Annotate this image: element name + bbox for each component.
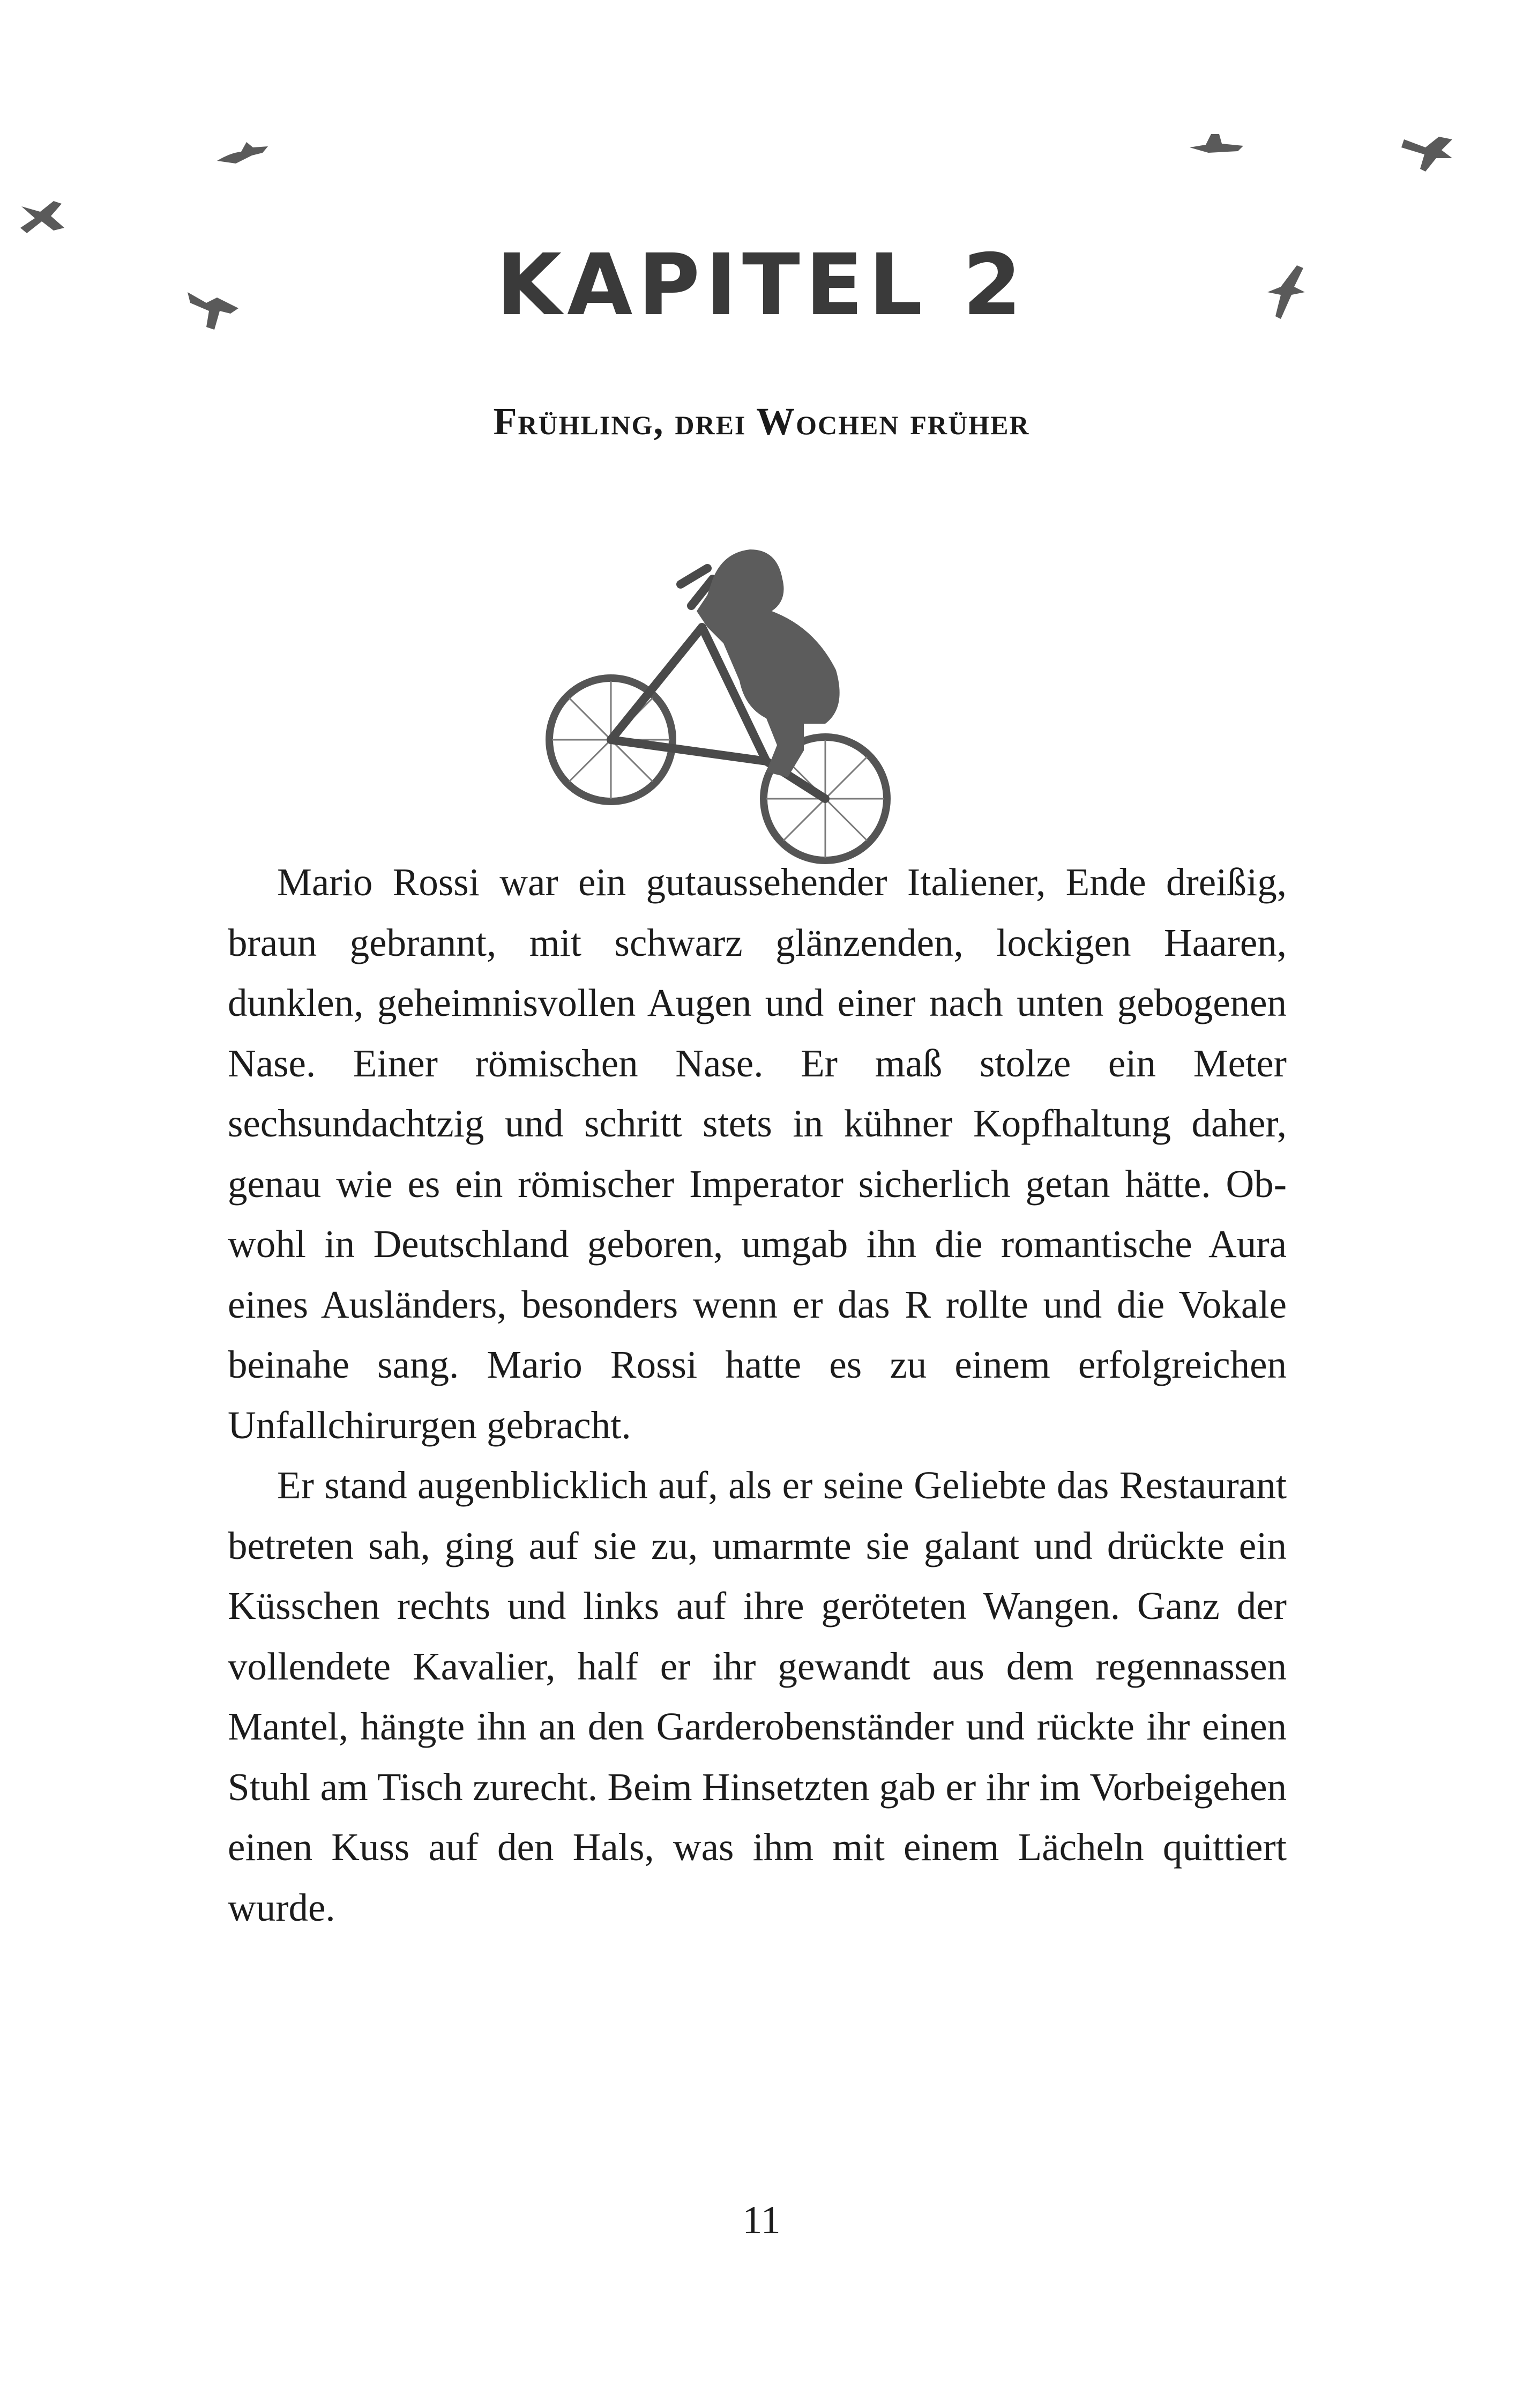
paragraph: Er stand augenblicklich auf, als er seine Geliebte das Restaurant betreten sah, ging auf sie zu, umarmte sie galant und drückte ein Küsschen rechts und links auf ihre geröteten Wangen. Ganz der vollendete Kavalier, half er ihr gewandt aus dem regennassen Mantel, hängte ihn an den Garderobenständer und rückte ihr einen Stuhl am Tisch zurecht. Beim Hinsetzten gab er ihr im Vorbeigehen einen Kuss auf den Hals, was ihm mit einem Lächeln quittiert wurde. bbox=[228, 1463, 1287, 1929]
bird-icon bbox=[1399, 129, 1458, 174]
bird-icon bbox=[214, 131, 273, 169]
chapter-heading: KAPITEL 2 bbox=[496, 236, 1027, 335]
page-number: 11 bbox=[742, 2198, 781, 2242]
body-text bbox=[228, 852, 1287, 1938]
bmx-rider-illustration bbox=[536, 547, 911, 879]
bird-icon bbox=[1187, 129, 1246, 161]
bird-icon bbox=[16, 196, 70, 236]
chapter-subtitle: Frühling, drei Wochen früher bbox=[493, 400, 1030, 443]
paragraph: Mario Rossi war ein gutaussehender Italiener, Ende dreißig, braun gebrannt, mit schwarz glänzenden, lockigen Haaren, dunklen, geheimnisvollen Augen und einer nach unten gebogenen Nase. Einer römischen Nase. Er maß stolze ein Meter sechsundachtzig und schritt stets in kühner Kopfhaltung daher, genau wie es ein römischer Imperator sicherlich getan hätte. Obwohl in Deutschland geboren, umgab ihn die romantische Aura eines Ausländers, besonders wenn er das R rollte und die Vokale beinahe sang. Mario Rossi hatte es zu einem erfolgreichen Unfallchirurgen gebracht. bbox=[228, 860, 1287, 1447]
